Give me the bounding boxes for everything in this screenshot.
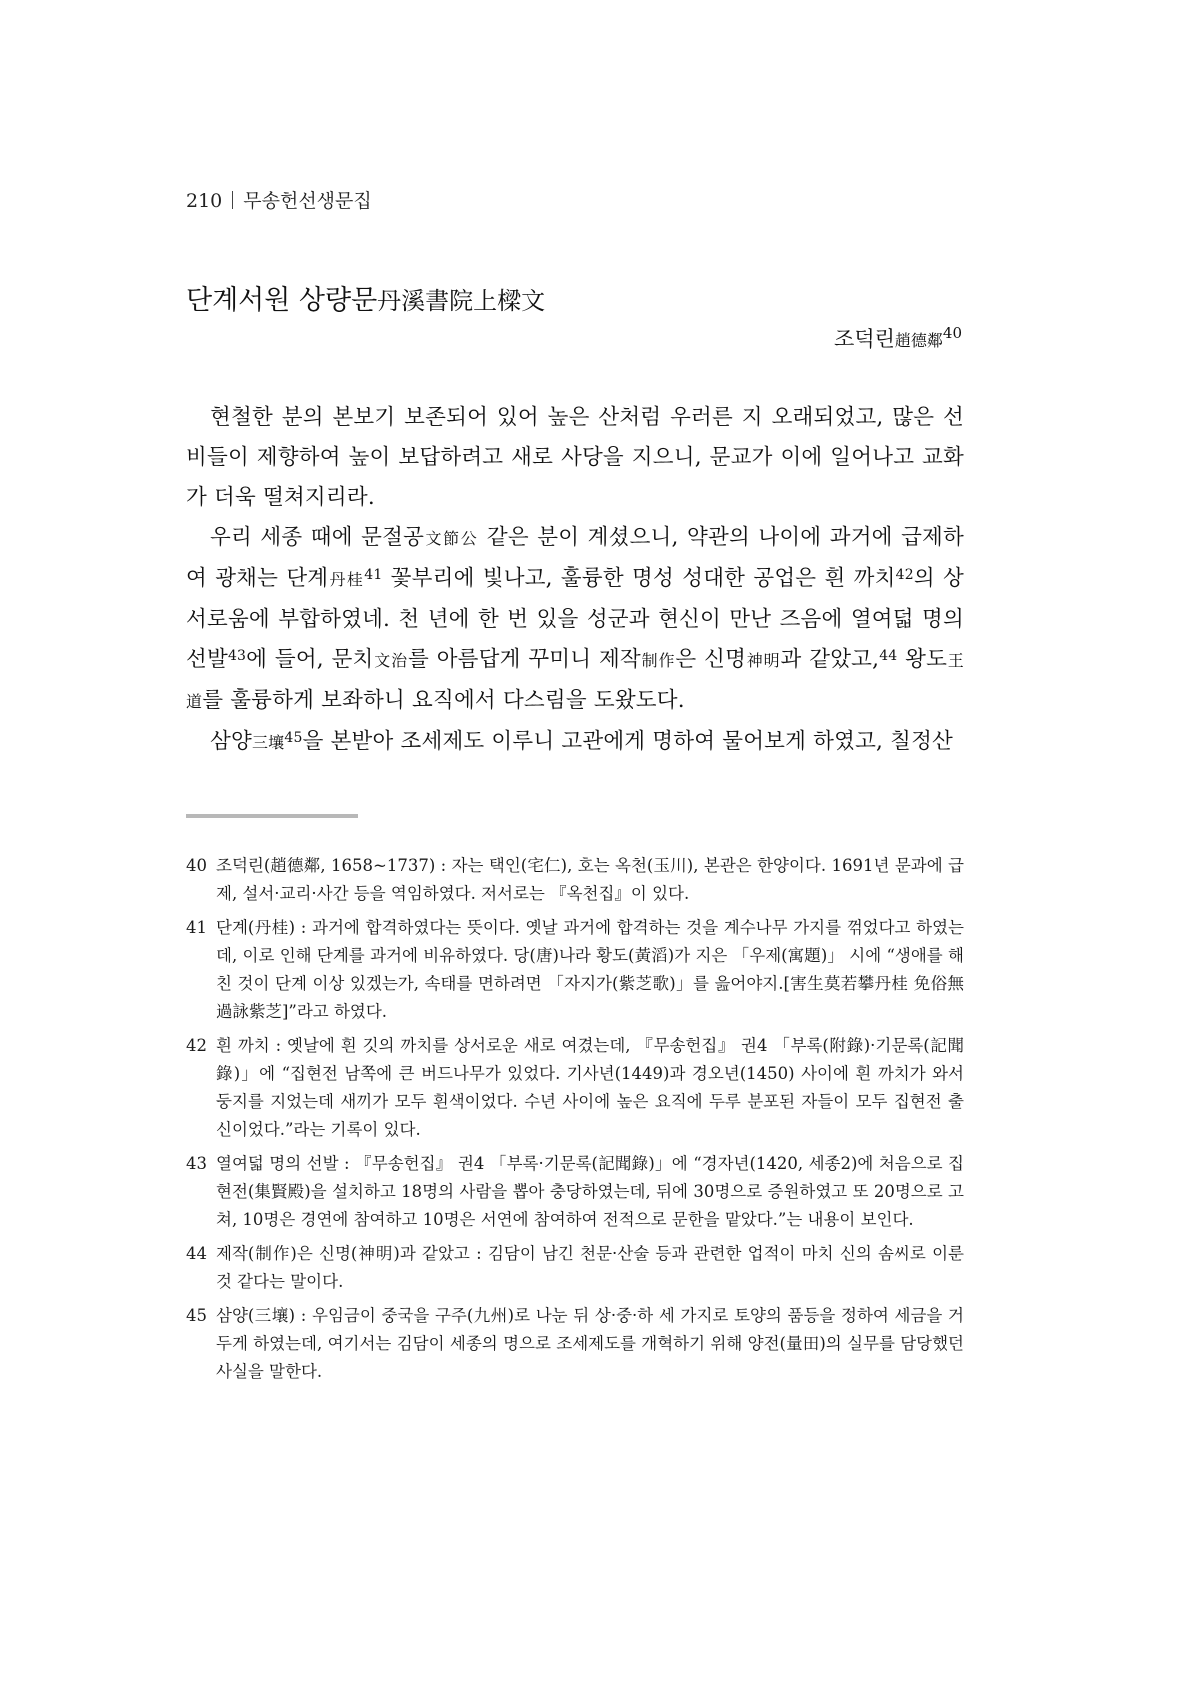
body-text — [186, 398, 964, 763]
footnote-number: 45 — [186, 1306, 207, 1325]
footnote-ref-44[interactable]: 44 — [879, 648, 898, 664]
footnote-text: 삼양(三壤) : 우임금이 중국을 구주(九州)로 나눈 뒤 상·중·하 세 가지로 토양의 품등을 정하여 세금을 거두게 하였는데, 여기서는 김담이 세종의 명으로 조세제도를 개혁하기 위해 양전(量田)의 실무를 담당했던 사실을 말한다. — [216, 1306, 964, 1381]
footnote-ref-43[interactable]: 43 — [227, 648, 247, 664]
footnote-text: 단계(丹桂) : 과거에 합격하였다는 뜻이다. 옛날 과거에 합격하는 것을 계수나무 가지를 꺾었다고 하였는데, 이로 인해 단계를 과거에 비유하였다. 당(唐)나라 황도(黃滔)가 지은 「우제(寓題)」 시에 “생애를 해친 것이 단계 이상 있겠는가, 속태를 면하려면 「자지가(紫芝歌)」를 읊어야지.[害生莫若攀丹桂 免俗無過詠紫芝]”라고 하였다. — [216, 918, 964, 1021]
hanja-gloss: 文治 — [373, 651, 409, 670]
hanja-gloss: 丹桂 — [328, 570, 365, 589]
footnote-42 — [186, 1032, 964, 1144]
article-title-hanja: 丹溪書院上樑文 — [377, 287, 546, 315]
footnote-44 — [186, 1240, 964, 1296]
footnote-text: 제작(制作)은 신명(神明)과 같았고 : 김담이 남긴 천문·산술 등과 관련한 업적이 마치 신의 솜씨로 이룬 것 같다는 말이다. — [216, 1244, 964, 1291]
footnote-number: 44 — [186, 1244, 207, 1263]
text-run: 과 같았고, — [780, 647, 880, 672]
author-hanja: 趙德鄰 — [894, 331, 943, 350]
hanja-gloss: 王道 — [186, 651, 964, 711]
footnote-ref-42[interactable]: 42 — [895, 567, 914, 583]
author-footnote-ref[interactable]: 40 — [942, 324, 962, 342]
footnote-40 — [186, 852, 964, 908]
book-title: 무송헌선생문집 — [243, 190, 372, 212]
hanja-gloss: 神明 — [746, 651, 781, 670]
footnote-text: 열여덟 명의 선발 : 『무송헌집』 권4 「부록·기문록(記聞錄)」에 “경자년(1420, 세종2)에 처음으로 집현전(集賢殿)을 설치하고 18명의 사람을 뽑아 충당하였는데, 뒤에 30명으로 증원하였고 또 20명으로 고쳐, 10명은 경연에 참여하고 10명은 서연에 참여하여 전적으로 문한을 맡았다.”는 내용이 보인다. — [216, 1154, 964, 1229]
footnote-text: 조덕린(趙德鄰, 1658~1737) : 자는 택인(宅仁), 호는 옥천(玉川), 본관은 한양이다. 1691년 문과에 급제, 설서·교리·사간 등을 역임하였다. 저서로는 『옥천집』이 있다. — [216, 856, 964, 903]
header-divider — [232, 191, 233, 209]
running-head — [186, 186, 372, 213]
footnote-43 — [186, 1150, 964, 1234]
hanja-gloss: 制作 — [640, 651, 676, 670]
author-name: 조덕린 — [834, 327, 895, 351]
footnote-number: 40 — [186, 856, 207, 875]
footnote-number: 41 — [186, 918, 207, 937]
text-run: 삼양 — [210, 729, 252, 754]
text-run: 꽃부리에 빛나고, 훌륭한 명성 성대한 공업은 흰 까치 — [382, 566, 896, 591]
text-run: 우리 세종 때에 문절공 — [210, 525, 425, 550]
footnote-41 — [186, 914, 964, 1026]
page-number: 210 — [186, 190, 223, 212]
text-run: 같은 분이 계셨으니, 약관의 나이에 과거에 급제하여 광채는 단계 — [186, 525, 964, 591]
text-run: 에 들어, 문치 — [246, 647, 374, 672]
text-run: 왕도 — [897, 647, 948, 672]
footnote-text: 흰 까치 : 옛날에 흰 깃의 까치를 상서로운 새로 여겼는데, 『무송헌집』 권4 「부록(附錄)·기문록(記聞錄)」에 “집현전 남쪽에 큰 버드나무가 있었다. 기사년(1449)과 경오년(1450) 사이에 흰 까치가 와서 둥지를 지었는데 새끼가 모두 흰색이었다. 수년 사이에 높은 요직에 두루 분포된 자들이 모두 집현전 출신이었다.”라는 기록이 있다. — [216, 1036, 964, 1139]
paragraph-1: 현철한 분의 본보기 보존되어 있어 높은 산처럼 우러른 지 오래되었고, 많은 선비들이 제향하여 높이 보답하려고 새로 사당을 지으니, 문교가 이에 일어나고 교화가 더욱 떨쳐지리라. — [186, 405, 964, 510]
article-title-korean: 단계서원 상량문 — [186, 285, 378, 316]
footnote-ref-41[interactable]: 41 — [364, 567, 383, 583]
footnote-separator — [186, 814, 358, 818]
hanja-gloss: 文節公 — [424, 529, 479, 548]
footnotes — [186, 852, 964, 1392]
text-run: 의 상서로움에 부합하였네. 천 년에 한 번 있을 성군과 현신이 만난 즈음에 열여덟 명의 선발 — [186, 566, 964, 672]
hanja-gloss: 三壤 — [251, 733, 285, 752]
article-title — [186, 278, 545, 317]
text-run: 를 아름답게 꾸미니 제작 — [408, 647, 641, 672]
text-run: 은 신명 — [675, 647, 747, 672]
footnote-number: 43 — [186, 1154, 207, 1173]
paragraph-2 — [186, 518, 964, 722]
footnote-45 — [186, 1302, 964, 1386]
text-run: 을 본받아 조세제도 이루니 고관에게 명하여 물어보게 하였고, 칠정산 — [302, 729, 954, 754]
footnote-ref-45[interactable]: 45 — [284, 730, 303, 746]
author-line — [834, 323, 962, 353]
footnote-number: 42 — [186, 1036, 207, 1055]
paragraph-3 — [186, 722, 964, 763]
text-run: 를 훌륭하게 보좌하니 요직에서 다스림을 도왔도다. — [202, 688, 685, 713]
